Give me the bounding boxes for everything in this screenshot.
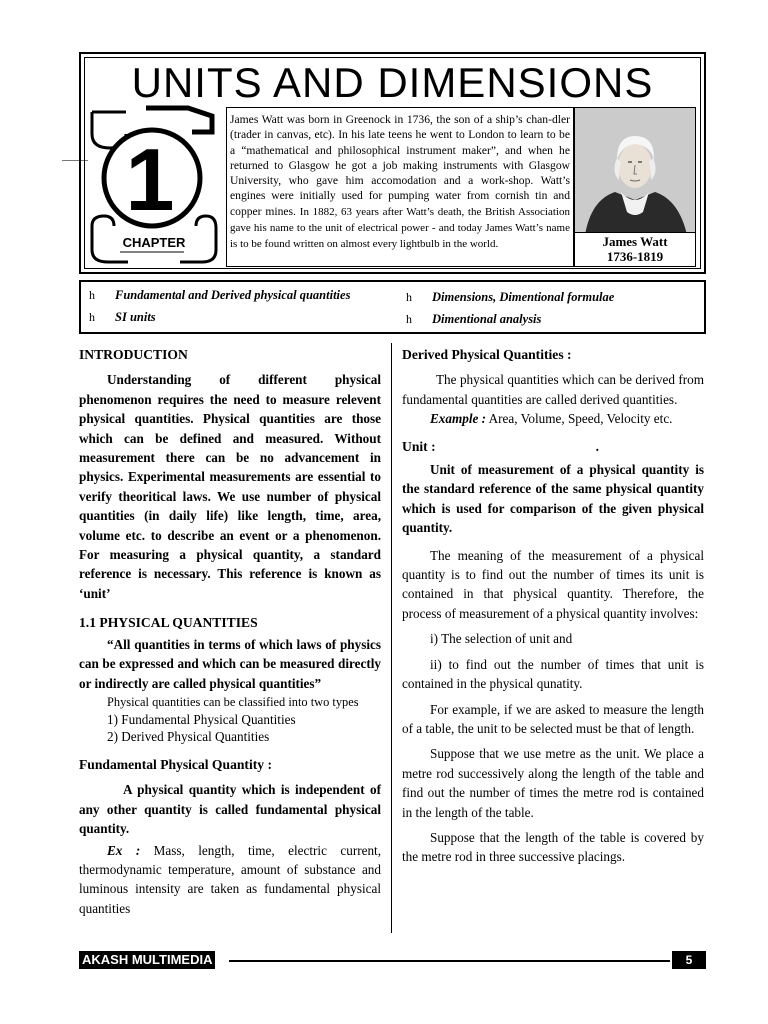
measurement-meaning: The meaning of the measurement of a physical quantity is to find out the number of times its unit is contained in that physical quantity. Therefore, the process of measurement of a physical quantity involves: [402, 547, 704, 621]
topic-item [406, 290, 615, 305]
type-item: 1) Fundamental Physical Quantities [107, 711, 296, 727]
derived-example [402, 409, 704, 428]
left-column [79, 345, 381, 918]
portrait-image [575, 108, 695, 235]
section-heading: 1.1 PHYSICAL QUANTITIES [79, 615, 258, 631]
column-divider [391, 343, 392, 933]
biography-text-continued: In 1882, 63 years after Watt’s death, the British Association gave his name to the unit of electrical power - and today James Watt’s name is to be found written on almost every lightbulb in the world. [230, 205, 570, 251]
metre-paragraph: Suppose that we use metre as the unit. We place a metre rod successively along the length of the table and find out the number of times the metre rod is contained in the length of the table. [402, 746, 704, 820]
type-item: 2) Derived Physical Quantities [107, 728, 270, 744]
example-paragraph [79, 841, 381, 919]
page-title: UNITS AND DIMENSIONS [131, 59, 654, 106]
portrait-years: 1736-1819 [606, 249, 664, 264]
footer-rule [229, 960, 670, 962]
topic-item [406, 312, 542, 327]
unit-heading [402, 437, 704, 456]
topics-box [79, 280, 706, 334]
topic-label: Dimentional analysis [432, 312, 542, 326]
derived-text: The physical quantities which can be derived from fundamental quantities are called derived quantities. [402, 372, 704, 407]
classification-text: Physical quantities can be classified into two types [107, 694, 359, 709]
step-item: ii) to find out the number of times that unit is contained in the physical qunatity. [402, 656, 704, 692]
topic-label: Dimensions, Dimentional formulae [432, 290, 615, 304]
bullet-icon: h [406, 290, 412, 304]
chapter-number: 1 [125, 130, 175, 229]
biography-text: James Watt was born in Greenock in 1736, the son of a ship’s chan-dler (trader in canvas, etc). In his late teens he went to London to learn to be a “mathematical and philosophical instrument maker”, and when he returned to Glasgow he got a job making instruments with Glasgow University, who gave him accomodation and a work-shop. Watt’s engines were initially used for pumping water from cornish tin and copper mines. [230, 113, 570, 218]
example-label: Ex : [107, 842, 141, 858]
topic-item [89, 310, 156, 325]
fundamental-heading: Fundamental Physical Quantity : [79, 756, 272, 772]
portrait-frame [574, 107, 696, 267]
chapter-label: CHAPTER [122, 235, 186, 250]
right-column [402, 345, 704, 867]
page-footer [79, 951, 706, 969]
portrait-name: James Watt [602, 234, 668, 249]
bullet-icon: h [406, 312, 412, 326]
placings-paragraph: Suppose that the length of the table is covered by the metre rod in three successive placings. [402, 829, 704, 865]
step-item: i) The selection of unit and [430, 631, 573, 647]
bullet-icon: h [89, 288, 95, 302]
derived-heading: Derived Physical Quantities : [402, 347, 572, 362]
introduction-heading: INTRODUCTION [79, 347, 188, 362]
derived-example-label: Example : [430, 411, 487, 427]
derived-example-text: Area, Volume, Speed, Velocity etc. [486, 411, 673, 427]
topic-label: SI units [115, 310, 156, 324]
topic-label: Fundamental and Derived physical quantities [115, 288, 351, 302]
physical-quantities-definition: “All quantities in terms of which laws of physics can be expressed and which can be measured directly or indirectly are called physical quantities” [79, 636, 381, 691]
chapter-badge [88, 104, 220, 264]
fundamental-definition: A physical quantity which is independent of any other quantity is called fundamental physical quantity. [79, 782, 381, 837]
portrait-caption [575, 232, 695, 266]
publisher-label: AKASH MULTIMEDIA [79, 951, 215, 969]
page-number: 5 [672, 951, 706, 969]
example-table-paragraph: For example, if we are asked to measure the length of a table, the unit to be selected must be that of length. [402, 701, 704, 736]
unit-definition: Unit of measurement of a physical quantity is the standard reference of the same physical quantity which is used for comparison of the given physical quantity. [402, 462, 704, 536]
unit-heading-label: Unit : [402, 438, 436, 454]
introduction-text: Understanding of different physical phenomenon requires the need to measure relevent physical quantities. Physical quantities are those which can be defined and measured. Without measurement there can be no advancement in physics. Experimental measurements are essential to verify theoritical laws. We use number of physical quantities (in daily life) like length, time, area, volume etc. to describe an event or a phenomenon. For measuring a physical quantity, a standard reference is necessary. This reference is known as ‘unit’ [79, 372, 381, 601]
unit-heading-dot: . [595, 438, 600, 454]
biography-text-box [226, 107, 574, 267]
bullet-icon: h [89, 310, 95, 324]
example-text: Mass, length, time, electric current, thermodynamic temperature, amount of substance and luminous intensity are taken as fundamental physical quantities [79, 842, 382, 916]
topic-item [89, 288, 351, 303]
